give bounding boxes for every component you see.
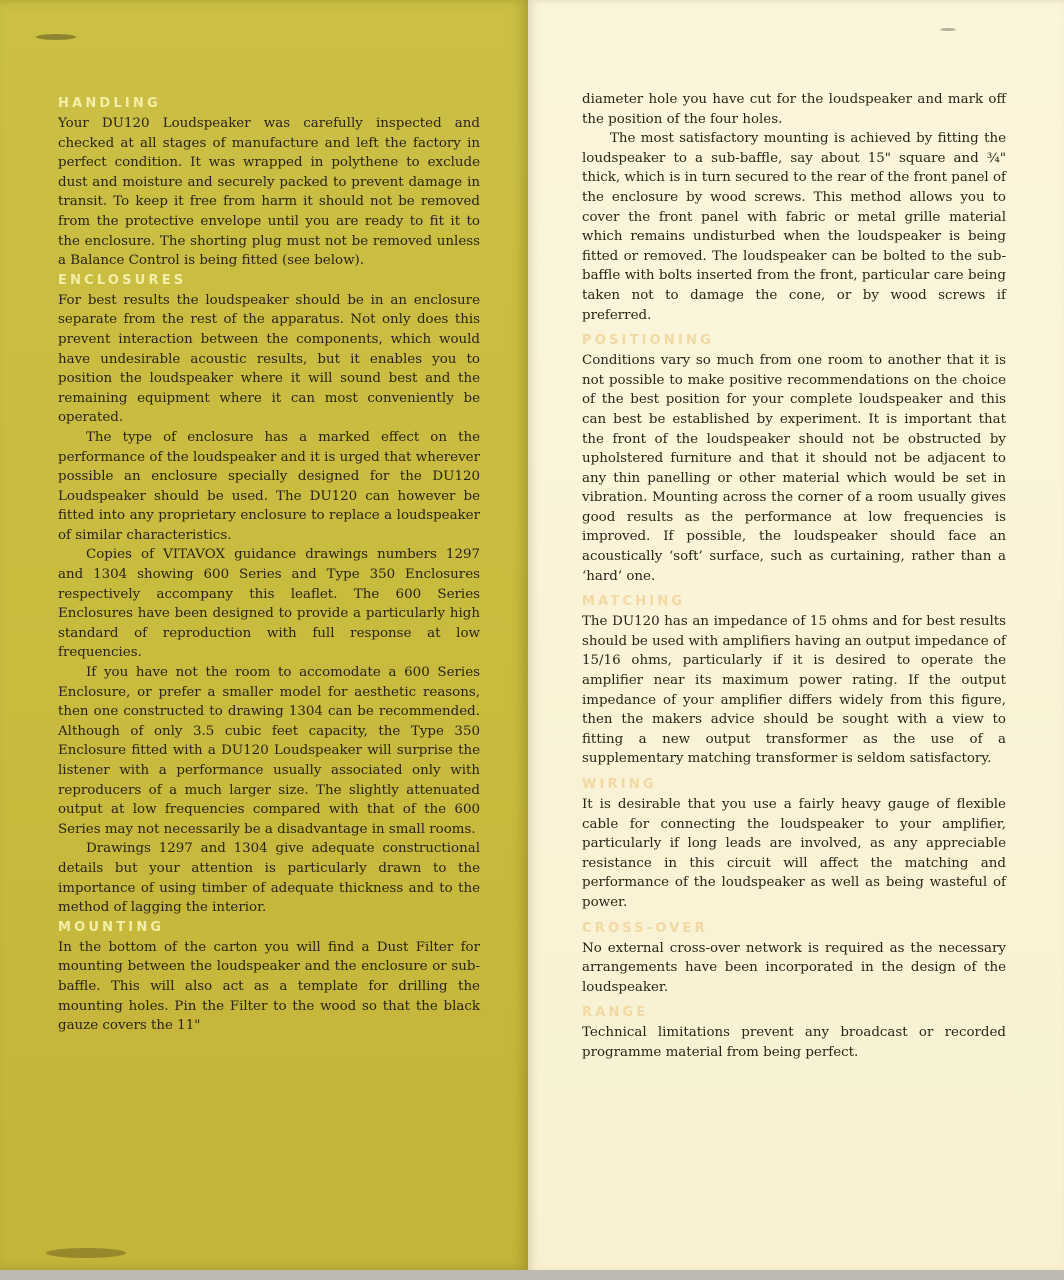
heading-mounting: MOUNTING — [58, 919, 165, 935]
crossover-text: No external cross-over network is required as the necessary arrangements have been incorporated in the design of the loudspeaker. — [582, 940, 1006, 995]
smudge-mark-top — [36, 34, 76, 40]
section-crossover — [582, 919, 1006, 998]
enclosures-paragraph-5: Drawings 1297 and 1304 give adequate constructional details but your attention is particularly drawn to the importance of using timber of adequate thickness and to the method of lagging the interior. — [58, 841, 480, 916]
section-range — [582, 1003, 1006, 1062]
enclosures-paragraph-2: The type of enclosure has a marked effect on the performance of the loudspeaker and it is urged that wherever possible an enclosure specially designed for the DU120 Loudspeaker should be used. The DU120 can however be fitted into any proprietary enclosure to replace a loudspeaker of similar characteristics. — [58, 429, 480, 543]
enclosures-paragraph-4: If you have not the room to accomodate a 600 Series Enclosure, or prefer a smaller model for aesthetic reasons, then one constructed to drawing 1304 can be recommended. Although of only 3.5 cubic feet capacity, the Type 350 Enclosure fitted with a DU120 Loudspeaker will surprise the listener with a performance usually associated only with reproducers of a much larger size. The slightly attenuated output at low frequencies compared with that of the 600 Series may not necessarily be a disadvantage in small rooms. — [58, 665, 480, 837]
handling-text: Your DU120 Loudspeaker was carefully inspected and checked at all stages of manufacture and left the factory in perfect condition. It was wrapped in polythene to exclude dust and moisture and securely packed to prevent damage in transit. To keep it free from harm it should not be removed from the protective envelope until you are ready to fit it to the enclosure. The shorting plug must not be removed unless a Balance Control is being fitted (see below). — [58, 116, 480, 269]
wiring-text: It is desirable that you use a fairly heavy gauge of flexible cable for connecting the loudspeaker to your amplifier, particularly if long leads are involved, as any appreciable resistance in this circuit will affect the matching and performance of the loudspeaker as well as being wasteful of power. — [582, 797, 1006, 910]
heading-wiring: WIRING — [582, 777, 657, 792]
right-column — [582, 90, 1006, 1063]
mounting-paragraph-2: diameter hole you have cut for the loudspeaker and mark off the position of the four holes. — [582, 92, 1006, 127]
section-positioning — [582, 331, 1006, 586]
range-text: Technical limitations prevent any broadcast or recorded programme material from being perfect. — [582, 1025, 1006, 1060]
section-matching — [582, 592, 1006, 769]
matching-text: The DU120 has an impedance of 15 ohms and for best results should be used with amplifiers having an output impedance of 15/16 ohms, particularly if it is desired to operate the amplifier near its maximum power rating. If the output impedance of your amplifier differs widely from this figure, then the makers advice should be sought with a view to fitting a new output transformer as the use of a supplementary matching transformer is seldom satisfactory. — [582, 614, 1006, 767]
section-mounting — [58, 918, 480, 1036]
smudge-mark-corner — [940, 28, 956, 31]
enclosures-paragraph-3: Copies of VITAVOX guidance drawings numbers 1297 and 1304 showing 600 Series and Type 350 Enclosures respectively accompany this leaflet. The 600 Series Enclosures have been designed to provide a particularly high standard of reproduction with full response at low frequencies. — [58, 547, 480, 661]
section-handling — [58, 94, 480, 271]
left-page — [0, 0, 528, 1270]
left-column — [58, 94, 480, 1036]
heading-range: RANGE — [582, 1005, 649, 1021]
heading-positioning: POSITIONING — [582, 333, 715, 349]
section-mounting-continued — [582, 90, 1006, 325]
heading-crossover: CROSS-OVER — [582, 920, 708, 936]
page-bottom-edge — [0, 1270, 1064, 1280]
enclosures-paragraph-1: For best results the loudspeaker should be in an enclosure separate from the rest of the apparatus. Not only does this prevent interaction between the components, which would have undesirable acoustic results, but it enables you to position the loudspeaker where it will sound best and the remaining equipment where it can most conveniently be operated. — [58, 292, 480, 426]
mounting-paragraph-1: In the bottom of the carton you will find a Dust Filter for mounting between the loudspeaker and the enclosure or sub-baffle. This will also act as a template for drilling the mounting holes. Pin the Filter to the wood so that the black gauze covers the 11" — [58, 939, 480, 1034]
section-wiring — [582, 775, 1006, 913]
heading-handling: HANDLING — [58, 96, 161, 111]
heading-matching: MATCHING — [582, 594, 686, 610]
positioning-text: Conditions vary so much from one room to another that it is not possible to make positive recommendations on the choice of the best position for your complete loudspeaker and this can best be established by experiment. It is important that the front of the loudspeaker should not be obstructed by upholstered furniture and that it should not be adjacent to any thin panelling or other material which would be set in vibration. Mounting across the corner of a room usually gives good results as the performance at low frequencies is improved. If possible, the loudspeaker should face an acoustically ‘soft’ surface, such as curtaining, rather than a ‘hard’ one. — [582, 353, 1006, 584]
mounting-paragraph-3: The most satisfactory mounting is achieved by fitting the loudspeaker to a sub-baffle, say about 15" square and ¾" thick, which is in turn secured to the rear of the front panel of the enclosure by wood screws. This method allows you to cover the front panel with fabric or metal grille material which remains undisturbed when the loudspeaker is being fitted or removed. The loudspeaker can be bolted to the sub-baffle with bolts inserted from the front, particular care being taken not to damage the cone, or by wood screws if preferred. — [582, 131, 1006, 323]
heading-enclosures: ENCLOSURES — [58, 272, 187, 288]
section-enclosures — [58, 271, 480, 918]
smudge-mark-bottom — [46, 1248, 126, 1258]
